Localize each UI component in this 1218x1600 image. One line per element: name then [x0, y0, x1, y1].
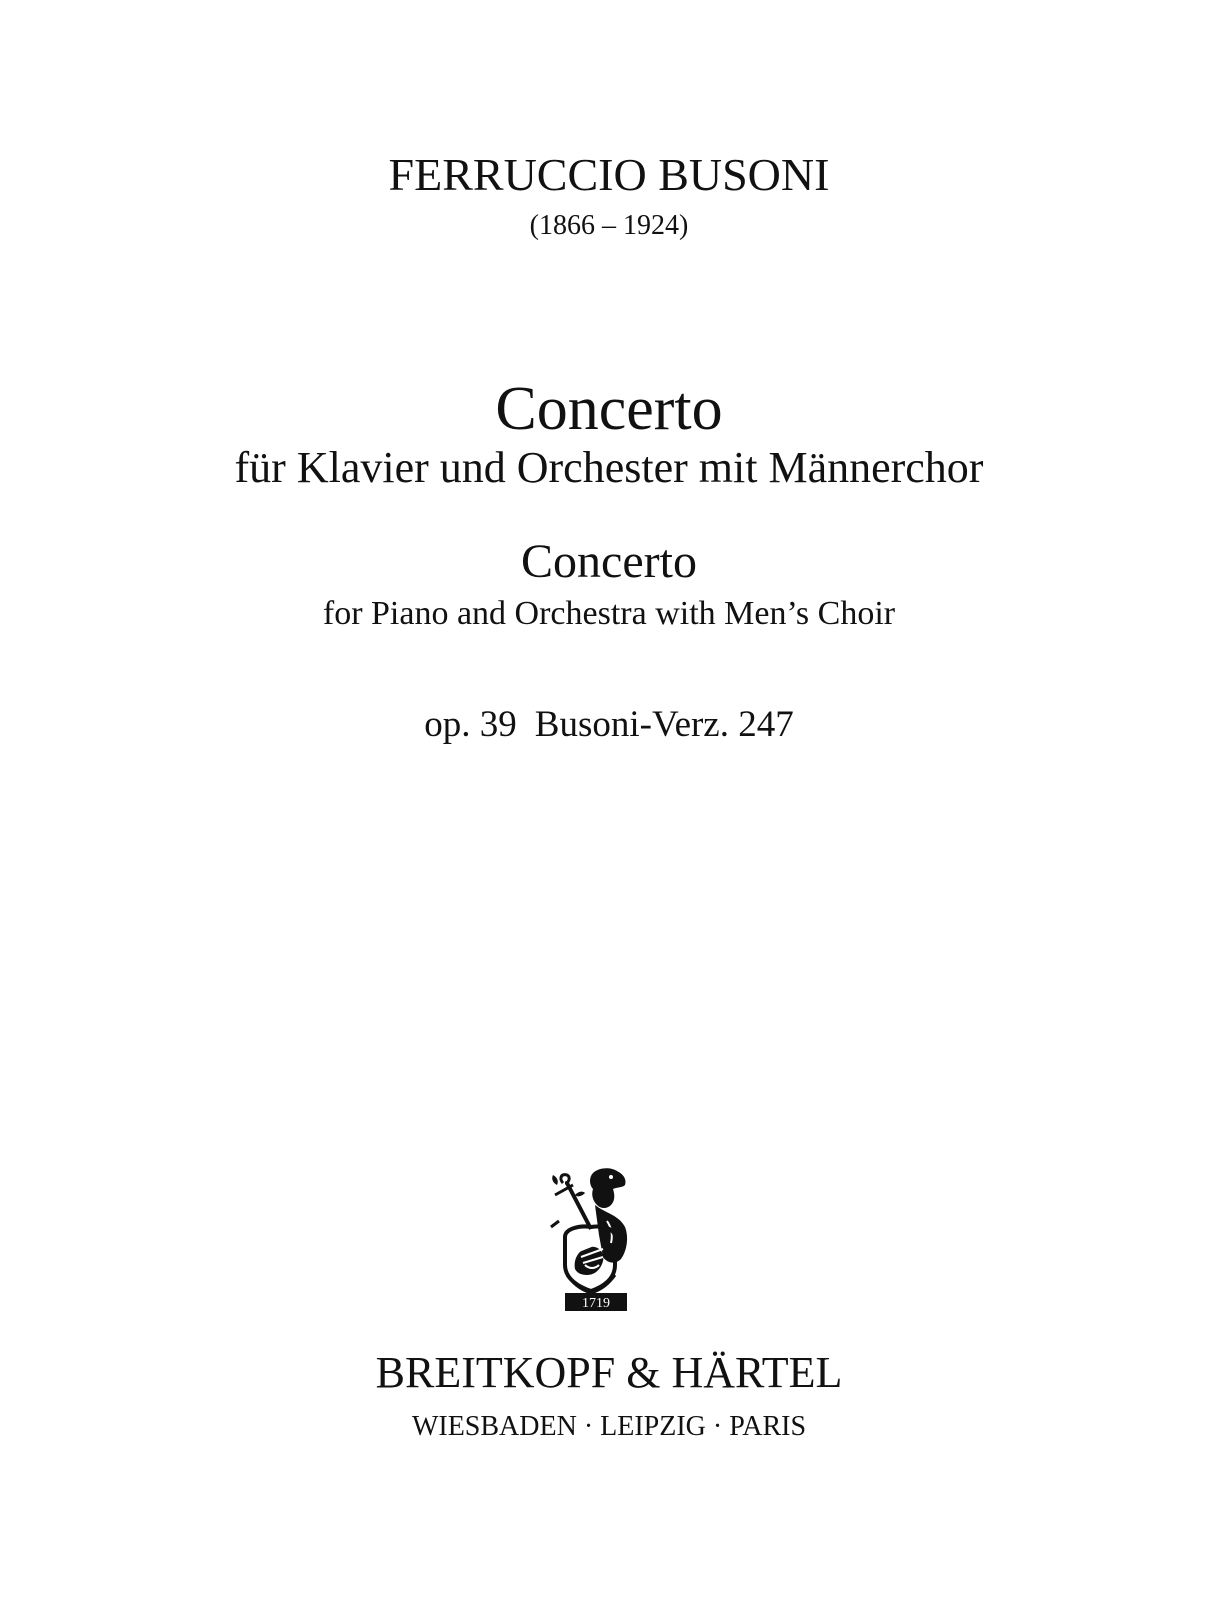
composer-dates: (1866 – 1924) [529, 210, 689, 241]
logo-year: 1719 [582, 1296, 610, 1311]
opus-line [0, 706, 1218, 743]
breitkopf-bear-crest-icon [549, 1165, 633, 1315]
catalogue-number: Busoni-Verz. 247 [534, 704, 794, 745]
subtitle-german: für Klavier und Orchester mit Männerchor [234, 443, 984, 492]
composer-name: FERRUCCIO BUSONI [388, 149, 830, 200]
title-german: Concerto [495, 375, 723, 443]
title-english: Concerto [521, 535, 697, 588]
publisher-cities: WIESBADEN · LEIPZIG · PARIS [411, 1411, 807, 1442]
subtitle-english: for Piano and Orchestra with Men’s Choir [322, 595, 896, 632]
publisher-name: BREITKOPF & HÄRTEL [375, 1348, 843, 1397]
opus-number: op. 39 [424, 704, 517, 745]
